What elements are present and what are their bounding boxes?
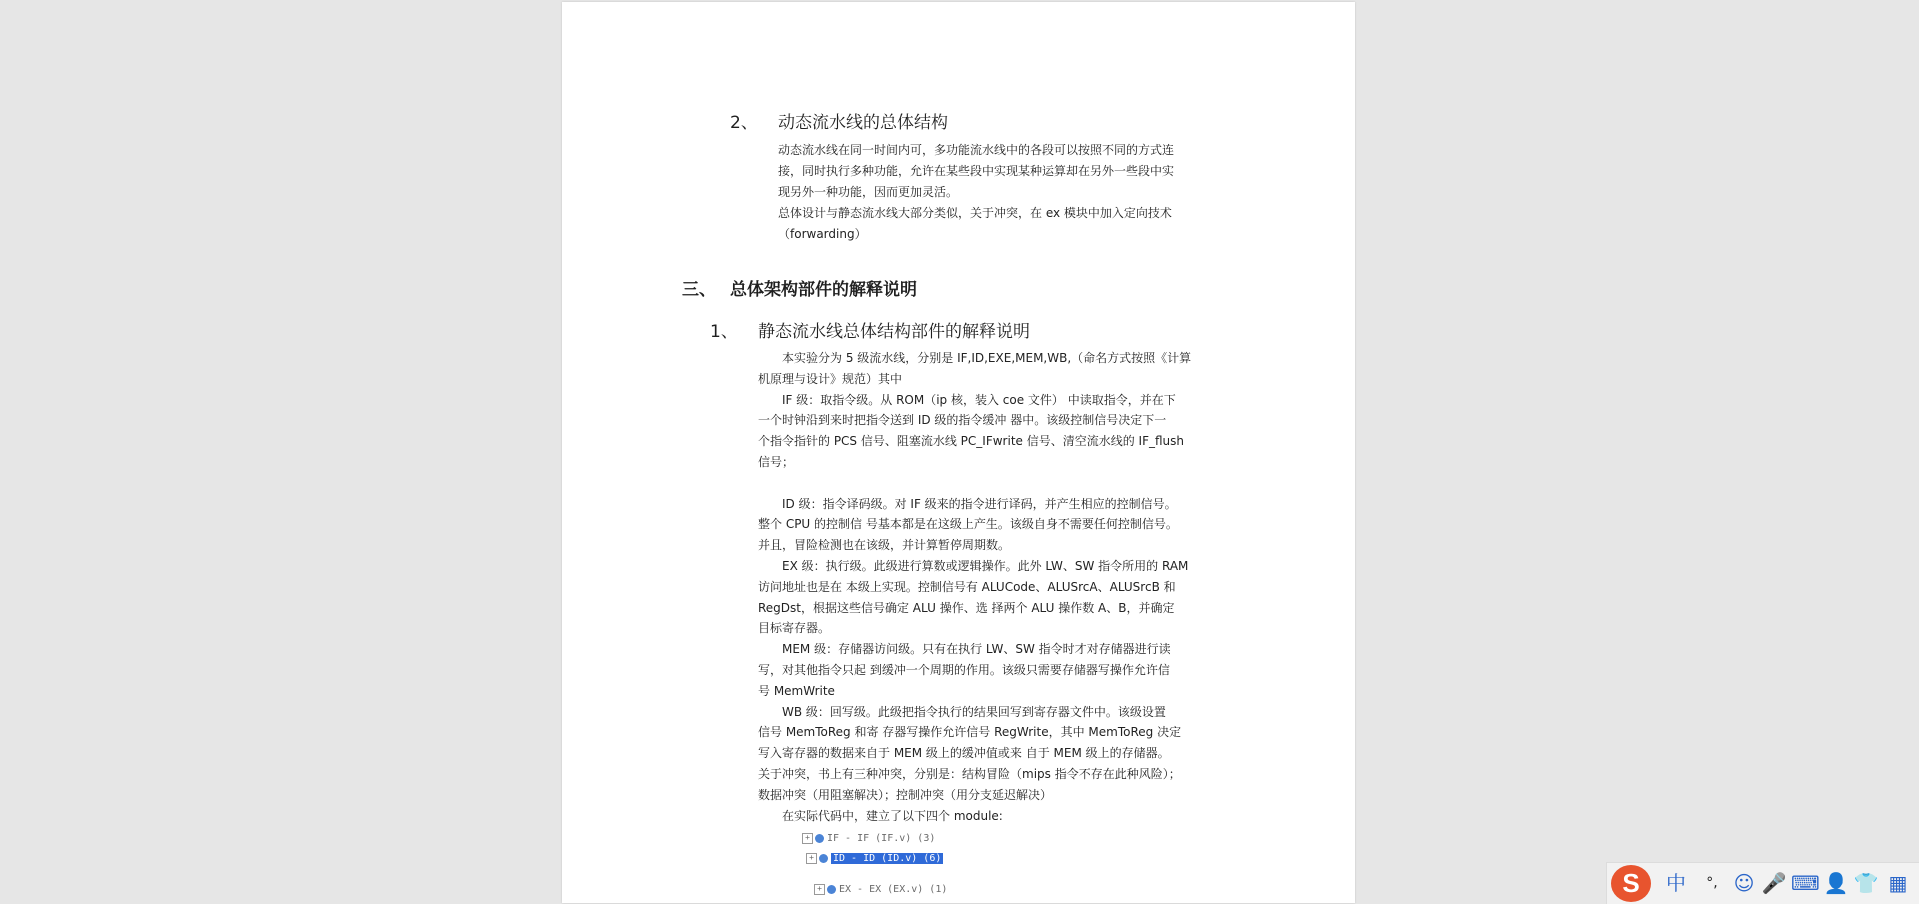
microphone-icon[interactable]: 🎤 [1761, 871, 1787, 895]
text-line: 目标寄存器。 [758, 621, 831, 636]
text-line: 现另外一种功能，因而更加灵活。 [778, 185, 959, 199]
text-line: RegDst，根据这些信号确定 ALU 操作、选 择两个 ALU 操作数 A、B，并确定 [758, 600, 1175, 615]
text-line: WB 级：回写级。此级把指令执行的结果回写到寄存器文件中。该级设置 [758, 704, 1166, 719]
text-line: MEM 级：存储器访问级。只有在执行 LW、SW 指令时才对存储器进行读 [758, 642, 1171, 657]
keyboard-icon[interactable]: ⌨ [1791, 871, 1820, 895]
text-line: ID 级：指令译码级。对 IF 级来的指令进行译码，并产生相应的控制信号。 [758, 496, 1177, 511]
text-line: 本实验分为 5 级流水线，分别是 IF,ID,EXE,MEM,WB,（命名方式按照《计算 [758, 351, 1192, 365]
document-page [562, 2, 1355, 903]
text-line: 机原理与设计》规范）其中 [758, 371, 903, 386]
module-icon [819, 854, 828, 863]
module-tree-row: + EX - EX (EX.v) (1) [814, 882, 947, 898]
text-line: （forwarding） [778, 227, 867, 241]
emoji-icon[interactable]: ☺ [1733, 871, 1755, 895]
expand-icon: + [806, 853, 817, 864]
text-line: 接，同时执行多种功能，允许在某些段中实现某种运算却在另外一些段中实 [778, 164, 1175, 178]
chapter-title: 总体架构部件的解释说明 [730, 280, 917, 300]
chinese-mode-icon[interactable]: 中 [1666, 871, 1686, 895]
expand-icon: + [814, 884, 825, 895]
module-tree-row: + IF - IF (IF.v) (3) [802, 831, 935, 847]
text-line: 信号； [758, 455, 795, 469]
text-line: 访问地址也是在 本级上实现。控制信号有 ALUCode、ALUSrcA、ALUSrcB 和 [758, 579, 1176, 594]
sogou-logo-icon[interactable]: S [1611, 865, 1651, 902]
text-line: 写，对其他指令只起 到缓冲一个周期的作用。该级只需要存储器写操作允许信 [758, 663, 1170, 677]
text-line: 动态流水线在同一时间内可，多功能流水线中的各段可以按照不同的方式连 [778, 143, 1175, 157]
user-icon[interactable]: 👤 [1823, 871, 1849, 895]
text-line: 一个时钟沿到来时把指令送到 ID 级的指令缓冲 器中。该级控制信号决定下一 [758, 413, 1167, 428]
text-line: 数据冲突（用阻塞解决）；控制冲突（用分支延迟解决） [758, 787, 1053, 802]
text-line: 在实际代码中，建立了以下四个 module: [758, 808, 1003, 823]
text-line: EX 级：执行级。此级进行算数或逻辑操作。此外 LW、SW 指令所用的 RAM [758, 559, 1189, 573]
section-number: 1、 [710, 322, 738, 342]
chapter-number: 三、 [682, 280, 716, 300]
skin-icon[interactable]: 👕 [1853, 871, 1879, 895]
module-icon [827, 885, 836, 894]
text-line: IF 级：取指令级。从 ROM（ip 核，装入 coe 文件） 中读取指令，并在下 [758, 392, 1176, 407]
text-line: 总体设计与静态流水线大部分类似，关于冲突，在 ex 模块中加入定向技术 [778, 206, 1172, 220]
ime-toolbar[interactable] [1606, 862, 1919, 904]
text-line: 信号 MemToReg 和寄 存器写操作允许信号 RegWrite，其中 MemToReg 决定 [758, 725, 1182, 740]
toolbox-icon[interactable]: ▦ [1888, 871, 1908, 895]
section-title: 静态流水线总体结构部件的解释说明 [758, 322, 1030, 342]
module-tree-row: + ID - ID (ID.v) (6) [806, 851, 943, 867]
expand-icon: + [802, 833, 813, 844]
text-line: 号 MemWrite [758, 683, 835, 698]
module-icon [815, 834, 824, 843]
section-title: 动态流水线的总体结构 [778, 113, 948, 133]
punctuation-icon[interactable]: °, [1706, 875, 1718, 891]
text-line: 关于冲突，书上有三种冲突，分别是：结构冒险（mips 指令不存在此种风险）； [758, 767, 1181, 781]
text-line: 写入寄存器的数据来自于 MEM 级上的缓冲值或来 自于 MEM 级上的存储器。 [758, 746, 1170, 761]
section-number: 2、 [730, 113, 758, 133]
text-line: 并且，冒险检测也在该级，并计算暂停周期数。 [758, 538, 1011, 553]
text-line: 个指令指针的 PCS 信号、阻塞流水线 PC_IFwrite 信号、清空流水线的 IF_flush [758, 434, 1184, 449]
text-line: 整个 CPU 的控制信 号基本都是在这级上产生。该级自身不需要任何控制信号。 [758, 517, 1178, 532]
